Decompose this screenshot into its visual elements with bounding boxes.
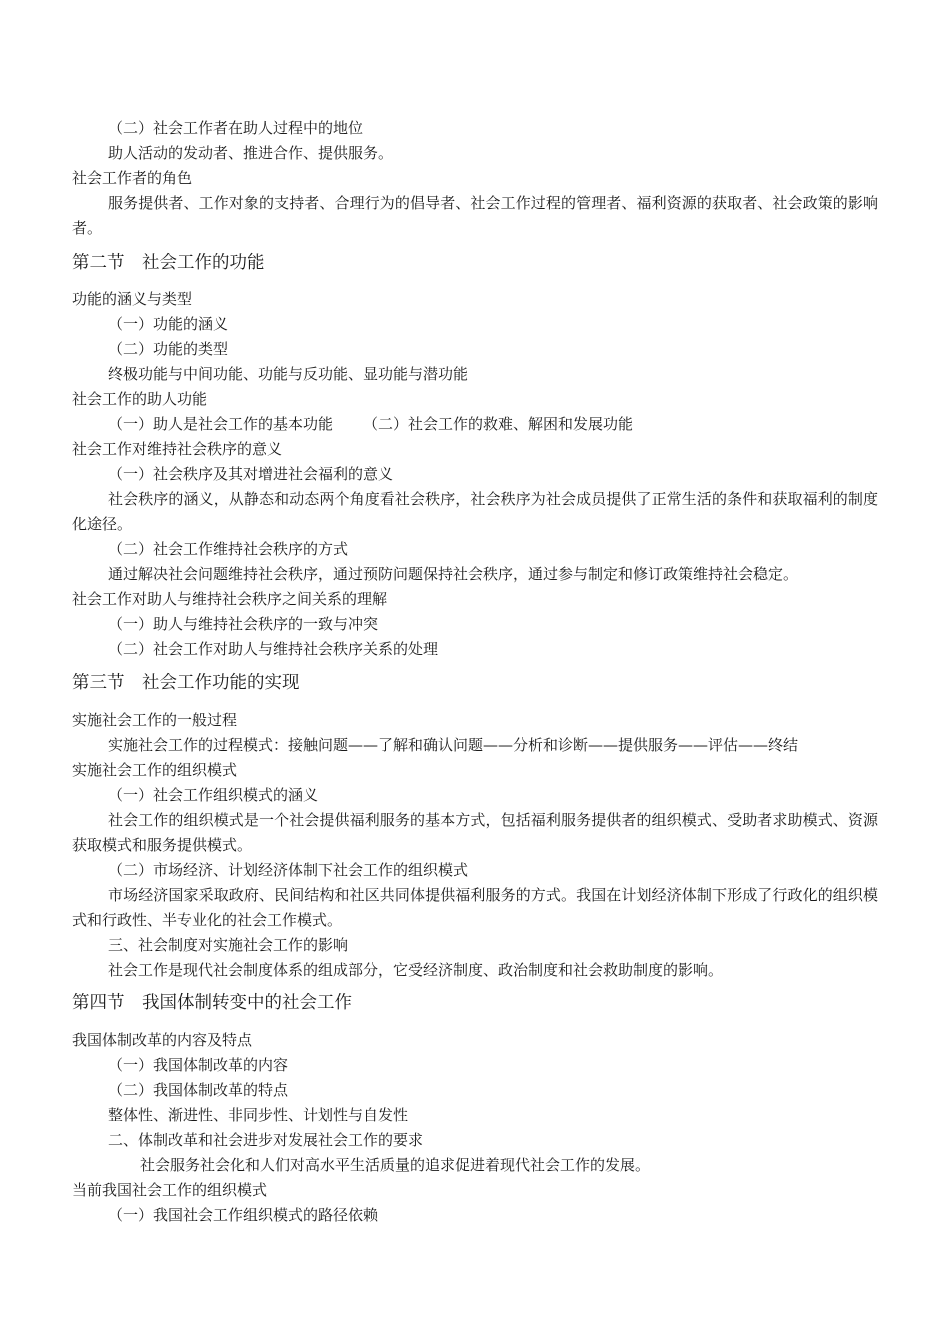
subsection-heading: （二）社会工作者在助人过程中的地位	[108, 119, 364, 137]
paragraph: 社会工作是现代社会制度体系的组成部分，它受经济制度、政治制度和社会救助制度的影响。	[108, 961, 724, 979]
paragraph: 市场经济国家采取政府、民间结构和社区共同体提供福利服务的方式。我国在计划经济体制下形成了行政化的组织模式和行政性、半专业化的社会工作模式。	[72, 886, 878, 929]
topic-heading: 我国体制改革的内容及特点	[72, 1031, 253, 1049]
subsection-heading: （一）功能的涵义	[108, 315, 229, 333]
subsection-heading: （二）市场经济、计划经济体制下社会工作的组织模式	[108, 861, 469, 879]
subsection-heading: （一）社会秩序及其对增进社会福利的意义	[108, 465, 394, 483]
paragraph: 服务提供者、工作对象的支持者、合理行为的倡导者、社会工作过程的管理者、福利资源的获取者、社会政策的影响者。	[72, 194, 878, 237]
subsection-heading: （一）我国社会工作组织模式的路径依赖	[108, 1206, 379, 1224]
paragraph: 实施社会工作的过程模式：接触问题——了解和确认问题——分析和诊断——提供服务——评估——终结	[108, 736, 799, 754]
paragraph: 助人活动的发动者、推进合作、提供服务。	[108, 144, 394, 162]
topic-heading: 社会工作对助人与维持社会秩序之间关系的理解	[72, 590, 388, 608]
topic-heading: 实施社会工作的一般过程	[72, 711, 238, 729]
subsection-heading: （一）助人是社会工作的基本功能	[108, 415, 334, 433]
paragraph: 社会秩序的涵义，从静态和动态两个角度看社会秩序，社会秩序为社会成员提供了正常生活的条件和获取福利的制度化途径。	[72, 490, 878, 533]
subsection-heading: （二）社会工作维持社会秩序的方式	[108, 540, 349, 558]
topic-heading: 社会工作者的角色	[72, 169, 193, 187]
section-heading: 第四节 我国体制转变中的社会工作	[72, 993, 352, 1013]
subsection-line	[108, 412, 878, 437]
paragraph: 社会工作的组织模式是一个社会提供福利服务的基本方式，包括福利服务提供者的组织模式、受助者求助模式、资源获取模式和服务提供模式。	[72, 811, 878, 854]
subsection-heading: （一）助人与维持社会秩序的一致与冲突	[108, 615, 379, 633]
subsection-heading: （二）社会工作的救难、解困和发展功能	[363, 415, 634, 433]
subsection-heading: （一）我国体制改革的内容	[108, 1056, 289, 1074]
paragraph: 整体性、渐进性、非同步性、计划性与自发性	[108, 1106, 409, 1124]
paragraph: 通过解决社会问题维持社会秩序，通过预防问题保持社会秩序，通过参与制定和修订政策维持社会稳定。	[108, 565, 799, 583]
section-heading: 第三节 社会工作功能的实现	[72, 673, 300, 693]
topic-heading: 当前我国社会工作的组织模式	[72, 1181, 268, 1199]
subsection-heading: （一）社会工作组织模式的涵义	[108, 786, 319, 804]
paragraph: 社会服务社会化和人们对高水平生活质量的追求促进着现代社会工作的发展。	[140, 1156, 651, 1174]
topic-heading: 实施社会工作的组织模式	[72, 761, 238, 779]
topic-heading: 功能的涵义与类型	[72, 290, 193, 308]
paragraph: 终极功能与中间功能、功能与反功能、显功能与潜功能	[108, 365, 469, 383]
subsection-heading: （二）我国体制改革的特点	[108, 1081, 289, 1099]
topic-heading: 社会工作对维持社会秩序的意义	[72, 440, 283, 458]
subsection-heading: （二）社会工作对助人与维持社会秩序关系的处理	[108, 640, 439, 658]
subsection-heading: （二）功能的类型	[108, 340, 229, 358]
topic-heading: 社会工作的助人功能	[72, 390, 208, 408]
subsection-heading: 二、体制改革和社会进步对发展社会工作的要求	[108, 1131, 424, 1149]
section-heading: 第二节 社会工作的功能	[72, 253, 265, 273]
subsection-heading: 三、社会制度对实施社会工作的影响	[108, 936, 349, 954]
